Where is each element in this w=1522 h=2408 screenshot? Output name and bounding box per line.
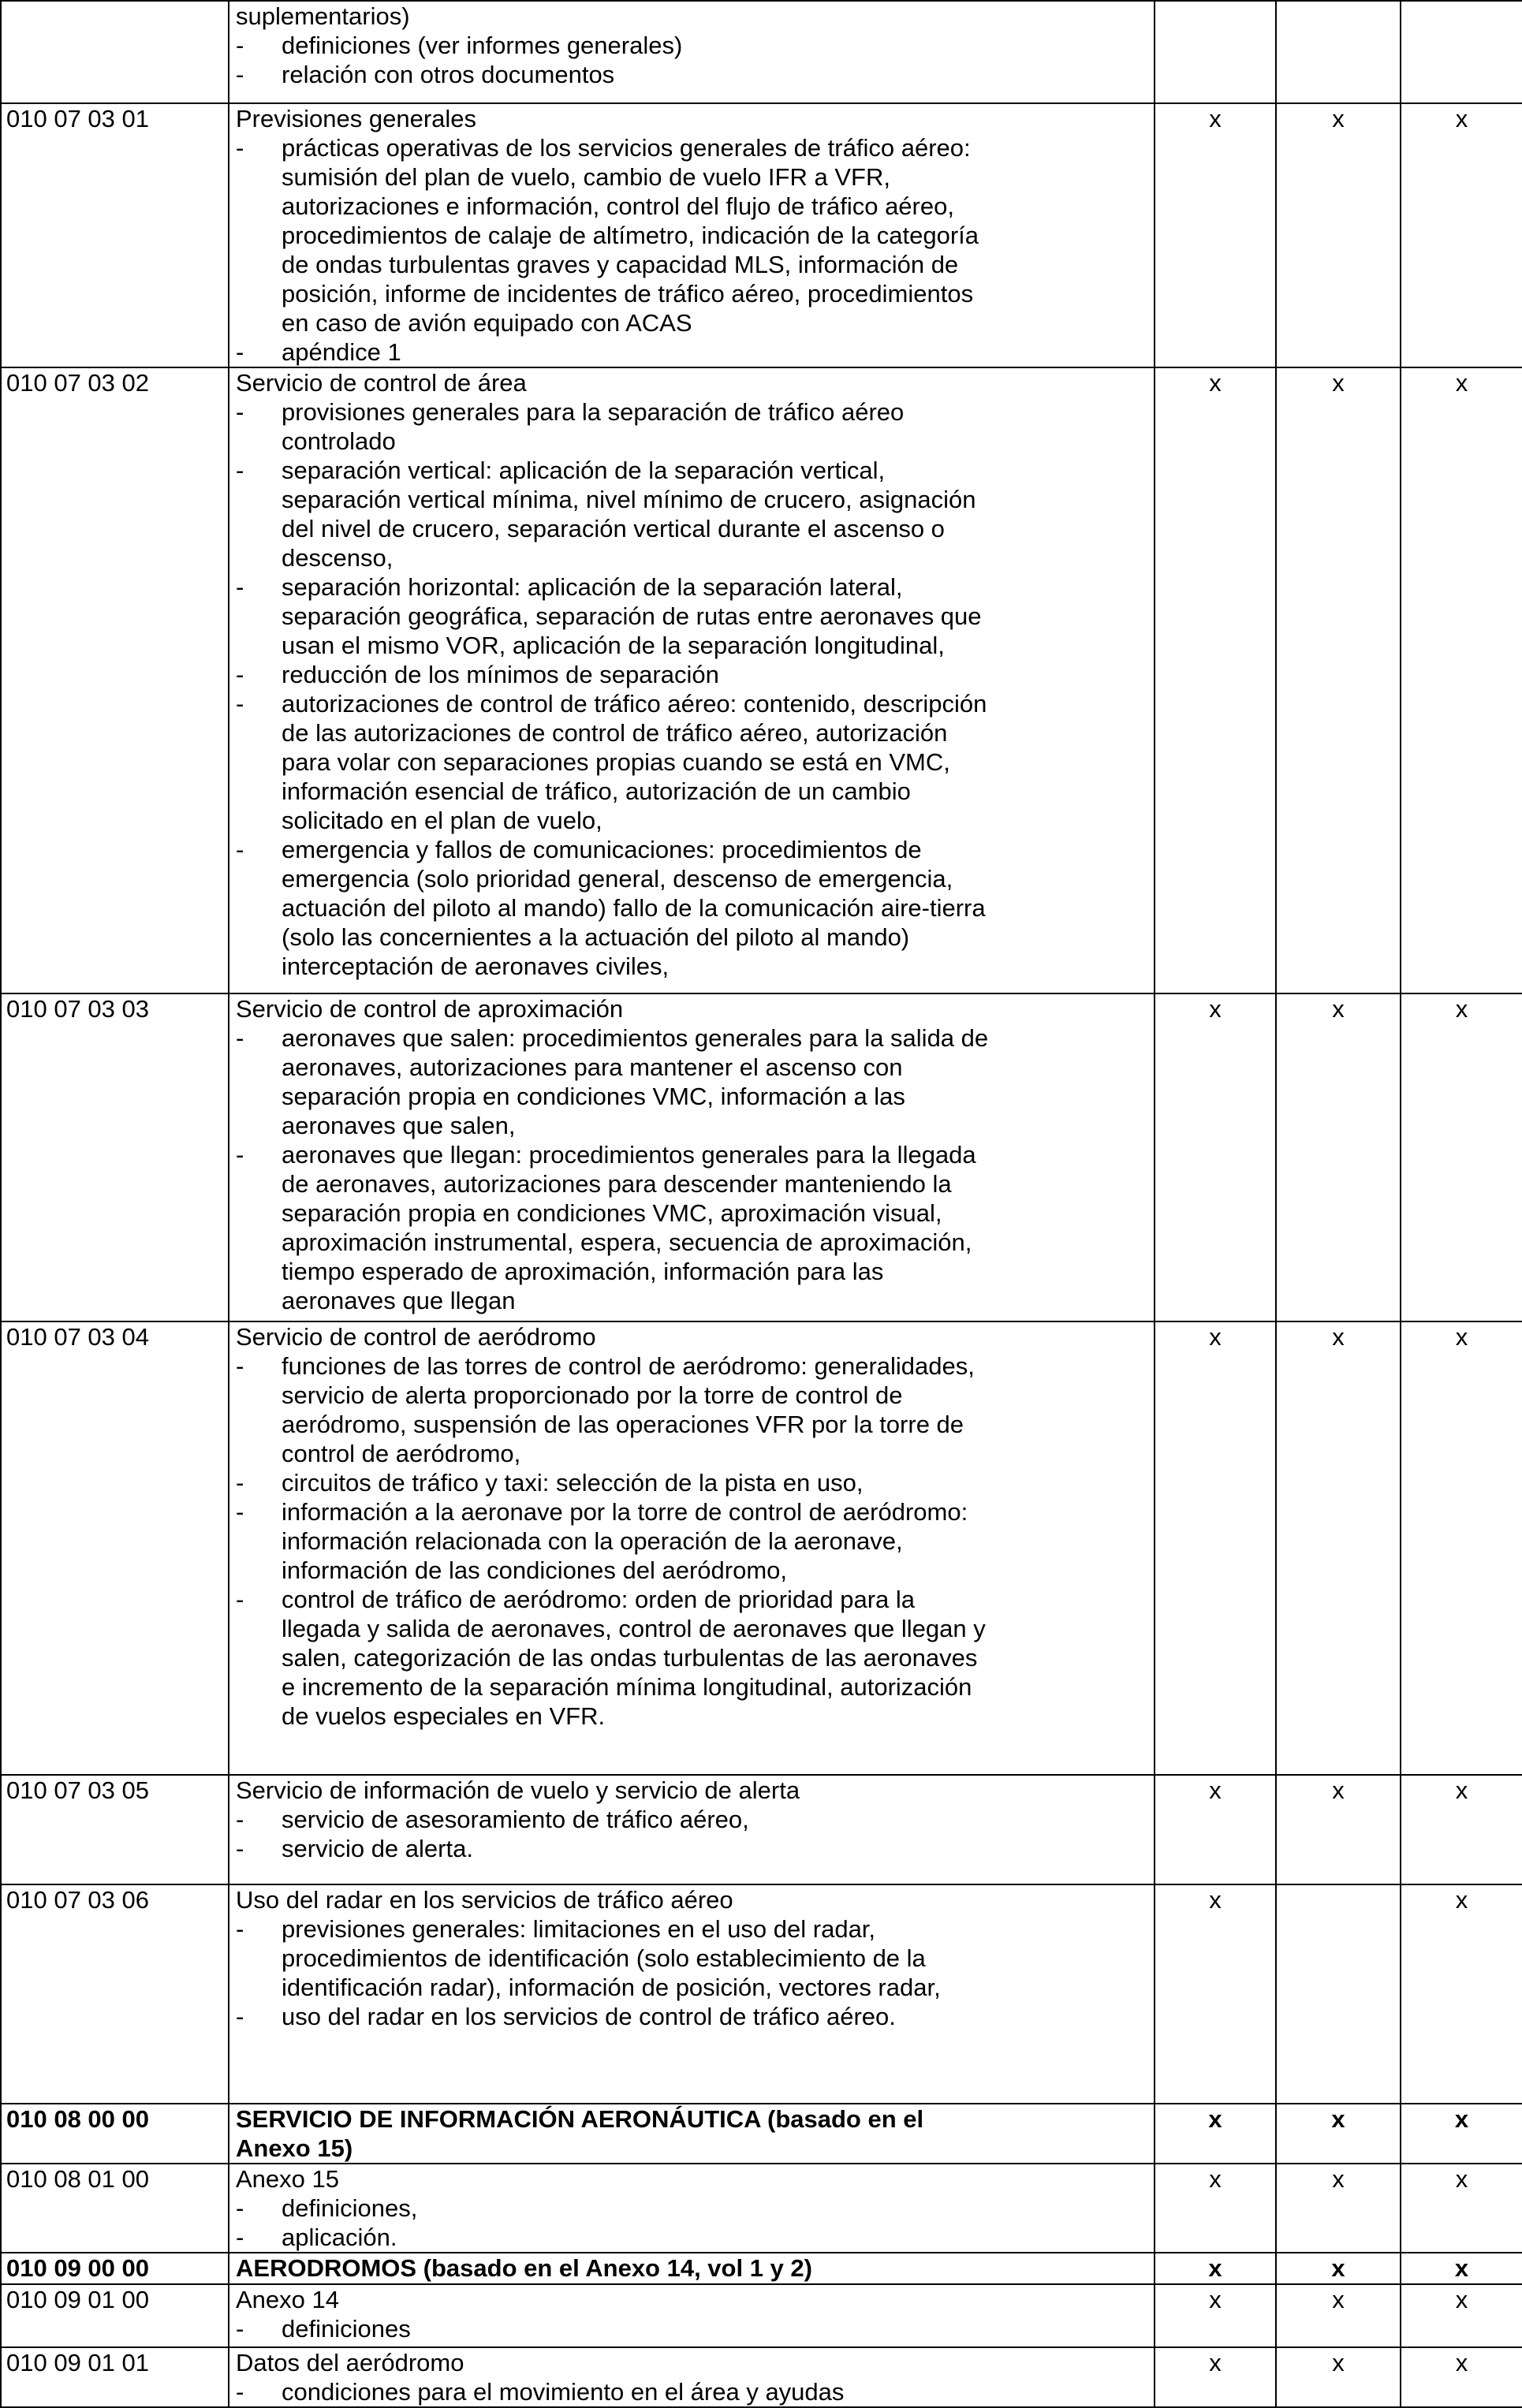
bullet-item [236, 1914, 1151, 2002]
applicability-mark-col-3: x [1401, 2164, 1522, 2253]
bullet-item-line: información esencial de tráfico, autorización de un cambio [282, 777, 911, 805]
bullet-item-line: relación con otros documentos [282, 61, 615, 88]
bullet-item [236, 2377, 1151, 2406]
bullet-item-line: servicio de asesoramiento de tráfico aéreo, [282, 1806, 749, 1833]
table-row [1, 367, 1522, 993]
applicability-mark-col-3: x [1401, 1775, 1522, 1884]
dash-bullet: - [236, 1024, 244, 1052]
applicability-mark-col-1: x [1155, 1775, 1276, 1884]
dash-bullet: - [236, 338, 244, 366]
bullet-item-line: emergencia (solo prioridad general, descenso de emergencia, [282, 865, 953, 893]
bullet-item-line: e incremento de la separación mínima longitudinal, autorización [282, 1673, 972, 1701]
table-row [1, 2284, 1522, 2347]
section-code [1, 1, 229, 103]
bullet-item-line: aproximación instrumental, espera, secuencia de aproximación, [282, 1228, 972, 1256]
applicability-mark-col-2 [1276, 1, 1401, 103]
section-title: Servicio de control de aeródromo [236, 1323, 596, 1351]
bullet-item-line: procedimientos de identificación (solo establecimiento de la [282, 1944, 926, 1972]
bullet-item-line: información a la aeronave por la torre de control de aeródromo: [282, 1498, 968, 1526]
applicability-mark-col-3: x [1401, 2284, 1522, 2347]
bullet-item-line: información relacionada con la operación de la aeronave, [282, 1527, 903, 1555]
bullet-item-line: para volar con separaciones propias cuando se está en VMC, [282, 748, 950, 776]
bullet-item-line: servicio de alerta proporcionado por la torre de control de [282, 1381, 903, 1409]
dash-bullet: - [236, 134, 244, 162]
dash-bullet: - [236, 2378, 244, 2406]
syllabus-rows [1, 1, 1522, 2407]
bullet-item-line: provisiones generales para la separación de tráfico aéreo [282, 398, 905, 426]
section-description [229, 2104, 1155, 2164]
dash-bullet: - [236, 1915, 244, 1943]
applicability-mark-col-2: x [1276, 2104, 1401, 2164]
bullet-item [236, 1140, 1151, 1315]
table-row [1, 1775, 1522, 1884]
bullet-item-line: (solo las concernientes a la actuación del piloto al mando) [282, 923, 910, 951]
bullet-item-line: aeródromo, suspensión de las operaciones VFR por la torre de [282, 1411, 964, 1438]
section-heading-line: Anexo 15) [236, 2134, 353, 2162]
dash-bullet: - [236, 1806, 244, 1833]
bullet-item-line: de las autorizaciones de control de tráfico aéreo, autorización [282, 719, 948, 747]
dash-bullet: - [236, 1469, 244, 1497]
dash-bullet: - [236, 661, 244, 688]
bullet-item-line: reducción de los mínimos de separación [282, 661, 719, 688]
section-title: Anexo 14 [236, 2286, 339, 2313]
table-row [1, 2253, 1522, 2284]
dash-bullet: - [236, 573, 244, 601]
section-description [229, 2347, 1155, 2407]
bullet-item-line: servicio de alerta. [282, 1835, 473, 1862]
applicability-mark-col-1: x [1155, 2164, 1276, 2253]
bullet-item [236, 1497, 1151, 1585]
section-code: 010 07 03 05 [1, 1775, 229, 1884]
section-description [229, 1321, 1155, 1775]
bullet-item-line: control de tráfico de aeródromo: orden de prioridad para la [282, 1586, 916, 1613]
section-title: Servicio de control de aproximación [236, 995, 624, 1023]
applicability-mark-col-1: x [1155, 2347, 1276, 2407]
bullet-item [236, 689, 1151, 835]
dash-bullet: - [236, 2315, 244, 2343]
dash-bullet: - [236, 1498, 244, 1526]
bullet-item [236, 2194, 1151, 2223]
bullet-item-line: en caso de avión equipado con ACAS [282, 309, 692, 337]
dash-bullet: - [236, 398, 244, 426]
bullet-item-line: aeronaves que salen: procedimientos generales para la salida de [282, 1024, 989, 1052]
bullet-item-line: interceptación de aeronaves civiles, [282, 952, 670, 980]
section-code: 010 07 03 03 [1, 993, 229, 1321]
bullet-item-line: descenso, [282, 544, 394, 572]
bullet-item [236, 660, 1151, 689]
bullet-item [236, 60, 1151, 89]
section-code: 010 07 03 01 [1, 103, 229, 367]
bullet-item-line: separación vertical: aplicación de la separación vertical, [282, 457, 886, 484]
section-description [229, 2253, 1155, 2284]
applicability-mark-col-1: x [1155, 367, 1276, 993]
applicability-mark-col-2: x [1276, 2164, 1401, 2253]
bullet-item-line: aeronaves que llegan [282, 1287, 516, 1314]
applicability-mark-col-2: x [1276, 2253, 1401, 2284]
section-description [229, 1884, 1155, 2104]
applicability-mark-col-2: x [1276, 367, 1401, 993]
bullet-item [236, 572, 1151, 660]
applicability-mark-col-1: x [1155, 1884, 1276, 2104]
bullet-item-line: separación propia en condiciones VMC, aproximación visual, [282, 1199, 942, 1227]
section-code: 010 08 01 00 [1, 2164, 229, 2253]
bullet-item-line: uso del radar en los servicios de control de tráfico aéreo. [282, 2003, 896, 2030]
applicability-mark-col-2: x [1276, 1321, 1401, 1775]
bullet-item-line: aeronaves, autorizaciones para mantener el ascenso con [282, 1053, 903, 1081]
bullet-item-line: circuitos de tráfico y taxi: selección de la pista en uso, [282, 1469, 864, 1497]
applicability-mark-col-1: x [1155, 2284, 1276, 2347]
bullet-item-line: autorizaciones de control de tráfico aéreo: contenido, descripción [282, 690, 987, 718]
bullet-item [236, 2314, 1151, 2343]
dash-bullet: - [236, 32, 244, 59]
applicability-mark-col-1 [1155, 1, 1276, 103]
bullet-item-line: de ondas turbulentas graves y capacidad MLS, información de [282, 251, 959, 278]
bullet-item-line: autorizaciones e información, control del flujo de tráfico aéreo, [282, 192, 954, 220]
bullet-item [236, 835, 1151, 981]
bullet-item-line: usan el mismo VOR, aplicación de la separación longitudinal, [282, 632, 945, 659]
bullet-item-line: aeronaves que salen, [282, 1112, 516, 1139]
section-code: 010 09 00 00 [1, 2253, 229, 2284]
section-code: 010 08 00 00 [1, 2104, 229, 2164]
bullet-item-line: aeronaves que llegan: procedimientos generales para la llegada [282, 1141, 976, 1169]
applicability-mark-col-2: x [1276, 1775, 1401, 1884]
applicability-mark-col-2: x [1276, 993, 1401, 1321]
bullet-item [236, 1585, 1151, 1731]
bullet-item-line: de aeronaves, autorizaciones para descender manteniendo la [282, 1170, 952, 1198]
bullet-item-line: separación vertical mínima, nivel mínimo de crucero, asignación [282, 486, 976, 513]
applicability-mark-col-3: x [1401, 1884, 1522, 2104]
bullet-item-line: actuación del piloto al mando) fallo de la comunicación aire-tierra [282, 894, 986, 922]
bullet-item-line: emergencia y fallos de comunicaciones: procedimientos de [282, 836, 922, 863]
bullet-item-line: posición, informe de incidentes de tráfico aéreo, procedimientos [282, 280, 974, 308]
applicability-mark-col-3: x [1401, 2253, 1522, 2284]
bullet-item-line: procedimientos de calaje de altímetro, indicación de la categoría [282, 222, 979, 249]
dash-bullet: - [236, 690, 244, 718]
section-code: 010 09 01 01 [1, 2347, 229, 2407]
table-row [1, 1, 1522, 103]
section-title: Servicio de control de área [236, 369, 527, 397]
table-row [1, 103, 1522, 367]
section-title: Anexo 15 [236, 2165, 339, 2193]
dash-bullet: - [236, 61, 244, 88]
table-row [1, 1884, 1522, 2104]
dash-bullet: - [236, 2003, 244, 2030]
applicability-mark-col-1: x [1155, 2104, 1276, 2164]
table-row [1, 1321, 1522, 1775]
bullet-item-line: identificación radar), información de posición, vectores radar, [282, 1974, 941, 2001]
section-heading-line: AERODROMOS (basado en el Anexo 14, vol 1 y 2) [236, 2254, 812, 2282]
section-code: 010 09 01 00 [1, 2284, 229, 2347]
applicability-mark-col-1: x [1155, 103, 1276, 367]
bullet-item-line: previsiones generales: limitaciones en el uso del radar, [282, 1915, 876, 1943]
applicability-mark-col-3: x [1401, 993, 1522, 1321]
dash-bullet: - [236, 2194, 244, 2222]
section-title: Previsiones generales [236, 105, 477, 132]
bullet-item [236, 133, 1151, 337]
section-description [229, 1775, 1155, 1884]
bullet-item [236, 1023, 1151, 1140]
applicability-mark-col-3: x [1401, 2347, 1522, 2407]
section-title: Uso del radar en los servicios de tráfico aéreo [236, 1886, 733, 1914]
dash-bullet: - [236, 1352, 244, 1380]
dash-bullet: - [236, 2223, 244, 2251]
bullet-item-line: definiciones, [282, 2194, 418, 2222]
table-row [1, 993, 1522, 1321]
section-description [229, 367, 1155, 993]
bullet-item-line: tiempo esperado de aproximación, información para las [282, 1258, 884, 1285]
bullet-item [236, 2002, 1151, 2031]
bullet-item-line: información de las condiciones del aeródromo, [282, 1556, 788, 1584]
bullet-item-line: salen, categorización de las ondas turbulentas de las aeronaves [282, 1644, 978, 1672]
section-code: 010 07 03 02 [1, 367, 229, 993]
dash-bullet: - [236, 1835, 244, 1862]
bullet-item-line: sumisión del plan de vuelo, cambio de vuelo IFR a VFR, [282, 163, 890, 191]
section-title: Servicio de información de vuelo y servicio de alerta [236, 1776, 800, 1804]
applicability-mark-col-3: x [1401, 367, 1522, 993]
section-code: 010 07 03 06 [1, 1884, 229, 2104]
section-description [229, 993, 1155, 1321]
applicability-mark-col-1: x [1155, 2253, 1276, 2284]
applicability-mark-col-2 [1276, 1884, 1401, 2104]
table-row [1, 2104, 1522, 2164]
bullet-item-line: separación horizontal: aplicación de la separación lateral, [282, 573, 903, 601]
bullet-item-line: definiciones [282, 2315, 411, 2343]
bullet-item-line: controlado [282, 427, 396, 455]
bullet-item-line: separación geográfica, separación de rutas entre aeronaves que [282, 602, 982, 630]
bullet-item-line: condiciones para el movimiento en el área y ayudas [282, 2378, 845, 2406]
bullet-item-line: apéndice 1 [282, 338, 401, 366]
section-description [229, 103, 1155, 367]
bullet-item-line: separación propia en condiciones VMC, información a las [282, 1083, 905, 1110]
applicability-mark-col-1: x [1155, 993, 1276, 1321]
bullet-item-line: funciones de las torres de control de aeródromo: generalidades, [282, 1352, 975, 1380]
section-description [229, 1, 1155, 103]
bullet-item [236, 1351, 1151, 1468]
section-description [229, 2164, 1155, 2253]
dash-bullet: - [236, 457, 244, 484]
applicability-mark-col-3: x [1401, 2104, 1522, 2164]
bullet-item [236, 1805, 1151, 1834]
applicability-mark-col-2: x [1276, 2347, 1401, 2407]
bullet-item [236, 31, 1151, 60]
applicability-mark-col-3: x [1401, 1321, 1522, 1775]
bullet-item-line: del nivel de crucero, separación vertical durante el ascenso o [282, 515, 945, 542]
bullet-item-line: solicitado en el plan de vuelo, [282, 807, 602, 834]
bullet-item [236, 397, 1151, 456]
bullet-item-line: aplicación. [282, 2223, 397, 2251]
bullet-item-line: definiciones (ver informes generales) [282, 32, 683, 59]
dash-bullet: - [236, 1141, 244, 1169]
applicability-mark-col-3 [1401, 1, 1522, 103]
bullet-item [236, 1834, 1151, 1863]
bullet-item [236, 337, 1151, 367]
applicability-mark-col-1: x [1155, 1321, 1276, 1775]
applicability-mark-col-2: x [1276, 103, 1401, 367]
applicability-mark-col-3: x [1401, 103, 1522, 367]
table-row [1, 2347, 1522, 2407]
bullet-item-line: de vuelos especiales en VFR. [282, 1702, 606, 1730]
section-description [229, 2284, 1155, 2347]
section-heading-line: SERVICIO DE INFORMACIÓN AERONÁUTICA (basado en el [236, 2105, 924, 2133]
bullet-item [236, 456, 1151, 572]
bullet-item-line: llegada y salida de aeronaves, control de aeronaves que llegan y [282, 1615, 986, 1642]
section-heading-line: suplementarios) [236, 2, 410, 30]
section-code: 010 07 03 04 [1, 1321, 229, 1775]
dash-bullet: - [236, 836, 244, 863]
section-title: Datos del aeródromo [236, 2349, 464, 2376]
bullet-item-line: prácticas operativas de los servicios generales de tráfico aéreo: [282, 134, 971, 162]
bullet-item [236, 2223, 1151, 2252]
bullet-item [236, 1468, 1151, 1497]
table-row [1, 2164, 1522, 2253]
applicability-mark-col-2: x [1276, 2284, 1401, 2347]
bullet-item-line: control de aeródromo, [282, 1440, 521, 1467]
dash-bullet: - [236, 1586, 244, 1613]
